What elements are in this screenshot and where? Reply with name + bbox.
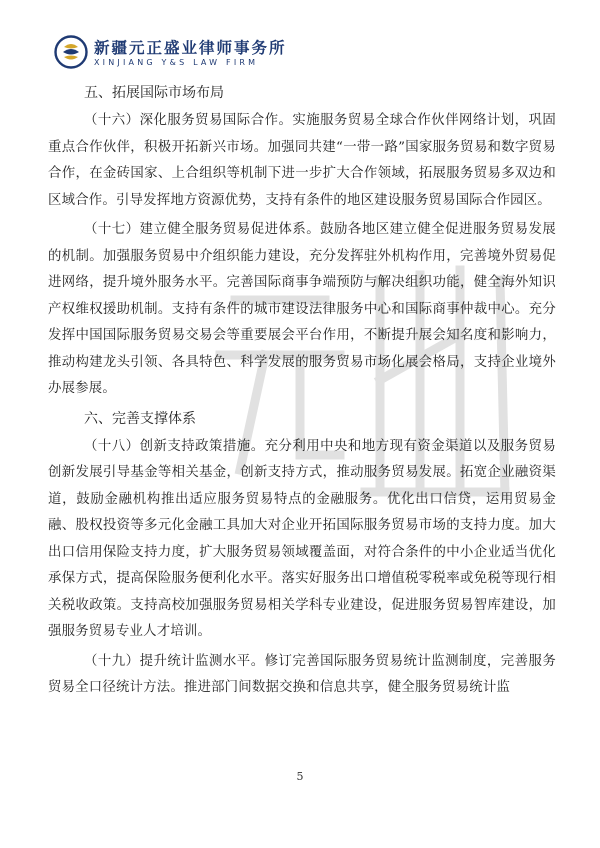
paragraph-16: （十六）深化服务贸易国际合作。实施服务贸易全球合作伙伴网络计划，巩固重点合作伙伴，积极开拓新兴市场。加强同共建“一带一路”国家服务贸易和数字贸易合作，在金砖国家、上合组织等机制下进一步扩大合作领域，拓展服务贸易多双边和区域合作。引导发挥地方资源优势，支持有条件的地区建设服务贸易国际合作园区。 <box>48 113 556 208</box>
document-body <box>48 78 556 702</box>
firm-name-chinese: 新疆元正盛业律师事务所 <box>94 39 287 57</box>
paragraph-19: （十九）提升统计监测水平。修订完善国际服务贸易统计监测制度，完善服务贸易全口径统计方法。推进部门间数据交换和信息共享，健全服务贸易统计监 <box>48 653 556 695</box>
section-heading-5: 五、拓展国际市场布局 <box>84 85 224 101</box>
firm-name-english: XINJIANG Y&S LAW FIRM <box>94 58 259 67</box>
paragraph-18: （十八）创新支持政策措施。充分利用中央和地方现有资金渠道以及服务贸易创新发展引导基金等相关基金，创新支持方式，推动服务贸易发展。拓宽企业融资渠道，鼓励金融机构推出适应服务贸易特点的金融服务。优化出口信贷，运用贸易金融、股权投资等多元化金融工具加大对企业开拓国际服务贸易市场的支持力度。加大出口信用保险支持力度，扩大服务贸易领域覆盖面，对符合条件的中小企业适当优化承保方式，提高保险服务便利化水平。落实好服务出口增值税零税率或免税等现行相关税收政策。支持高校加强服务贸易相关学科专业建设，促进服务贸易智库建设，加强服务贸易专业人才培训。 <box>48 438 556 639</box>
paragraph-17: （十七）建立健全服务贸易促进体系。鼓励各地区建立健全促进服务贸易发展的机制。加强服务贸易中介组织能力建设，充分发挥驻外机构作用，完善境外贸易促进网络，提升境外服务水平。完善国际商事争端预防与解决组织功能，健全海外知识产权维权援助机制。支持有条件的城市建设法律服务中心和国际商事仲裁中心。充分发挥中国国际服务贸易交易会等重要展会平台作用，不断提升展会知名度和影响力，推动构建龙头引领、各具特色、科学发展的服务贸易市场化展会格局，支持企业境外办展参展。 <box>48 222 556 396</box>
letterhead <box>54 34 304 78</box>
page-number: 5 <box>296 770 304 783</box>
firm-logo-icon <box>54 35 88 69</box>
section-heading-6: 六、完善支撑体系 <box>84 410 196 427</box>
